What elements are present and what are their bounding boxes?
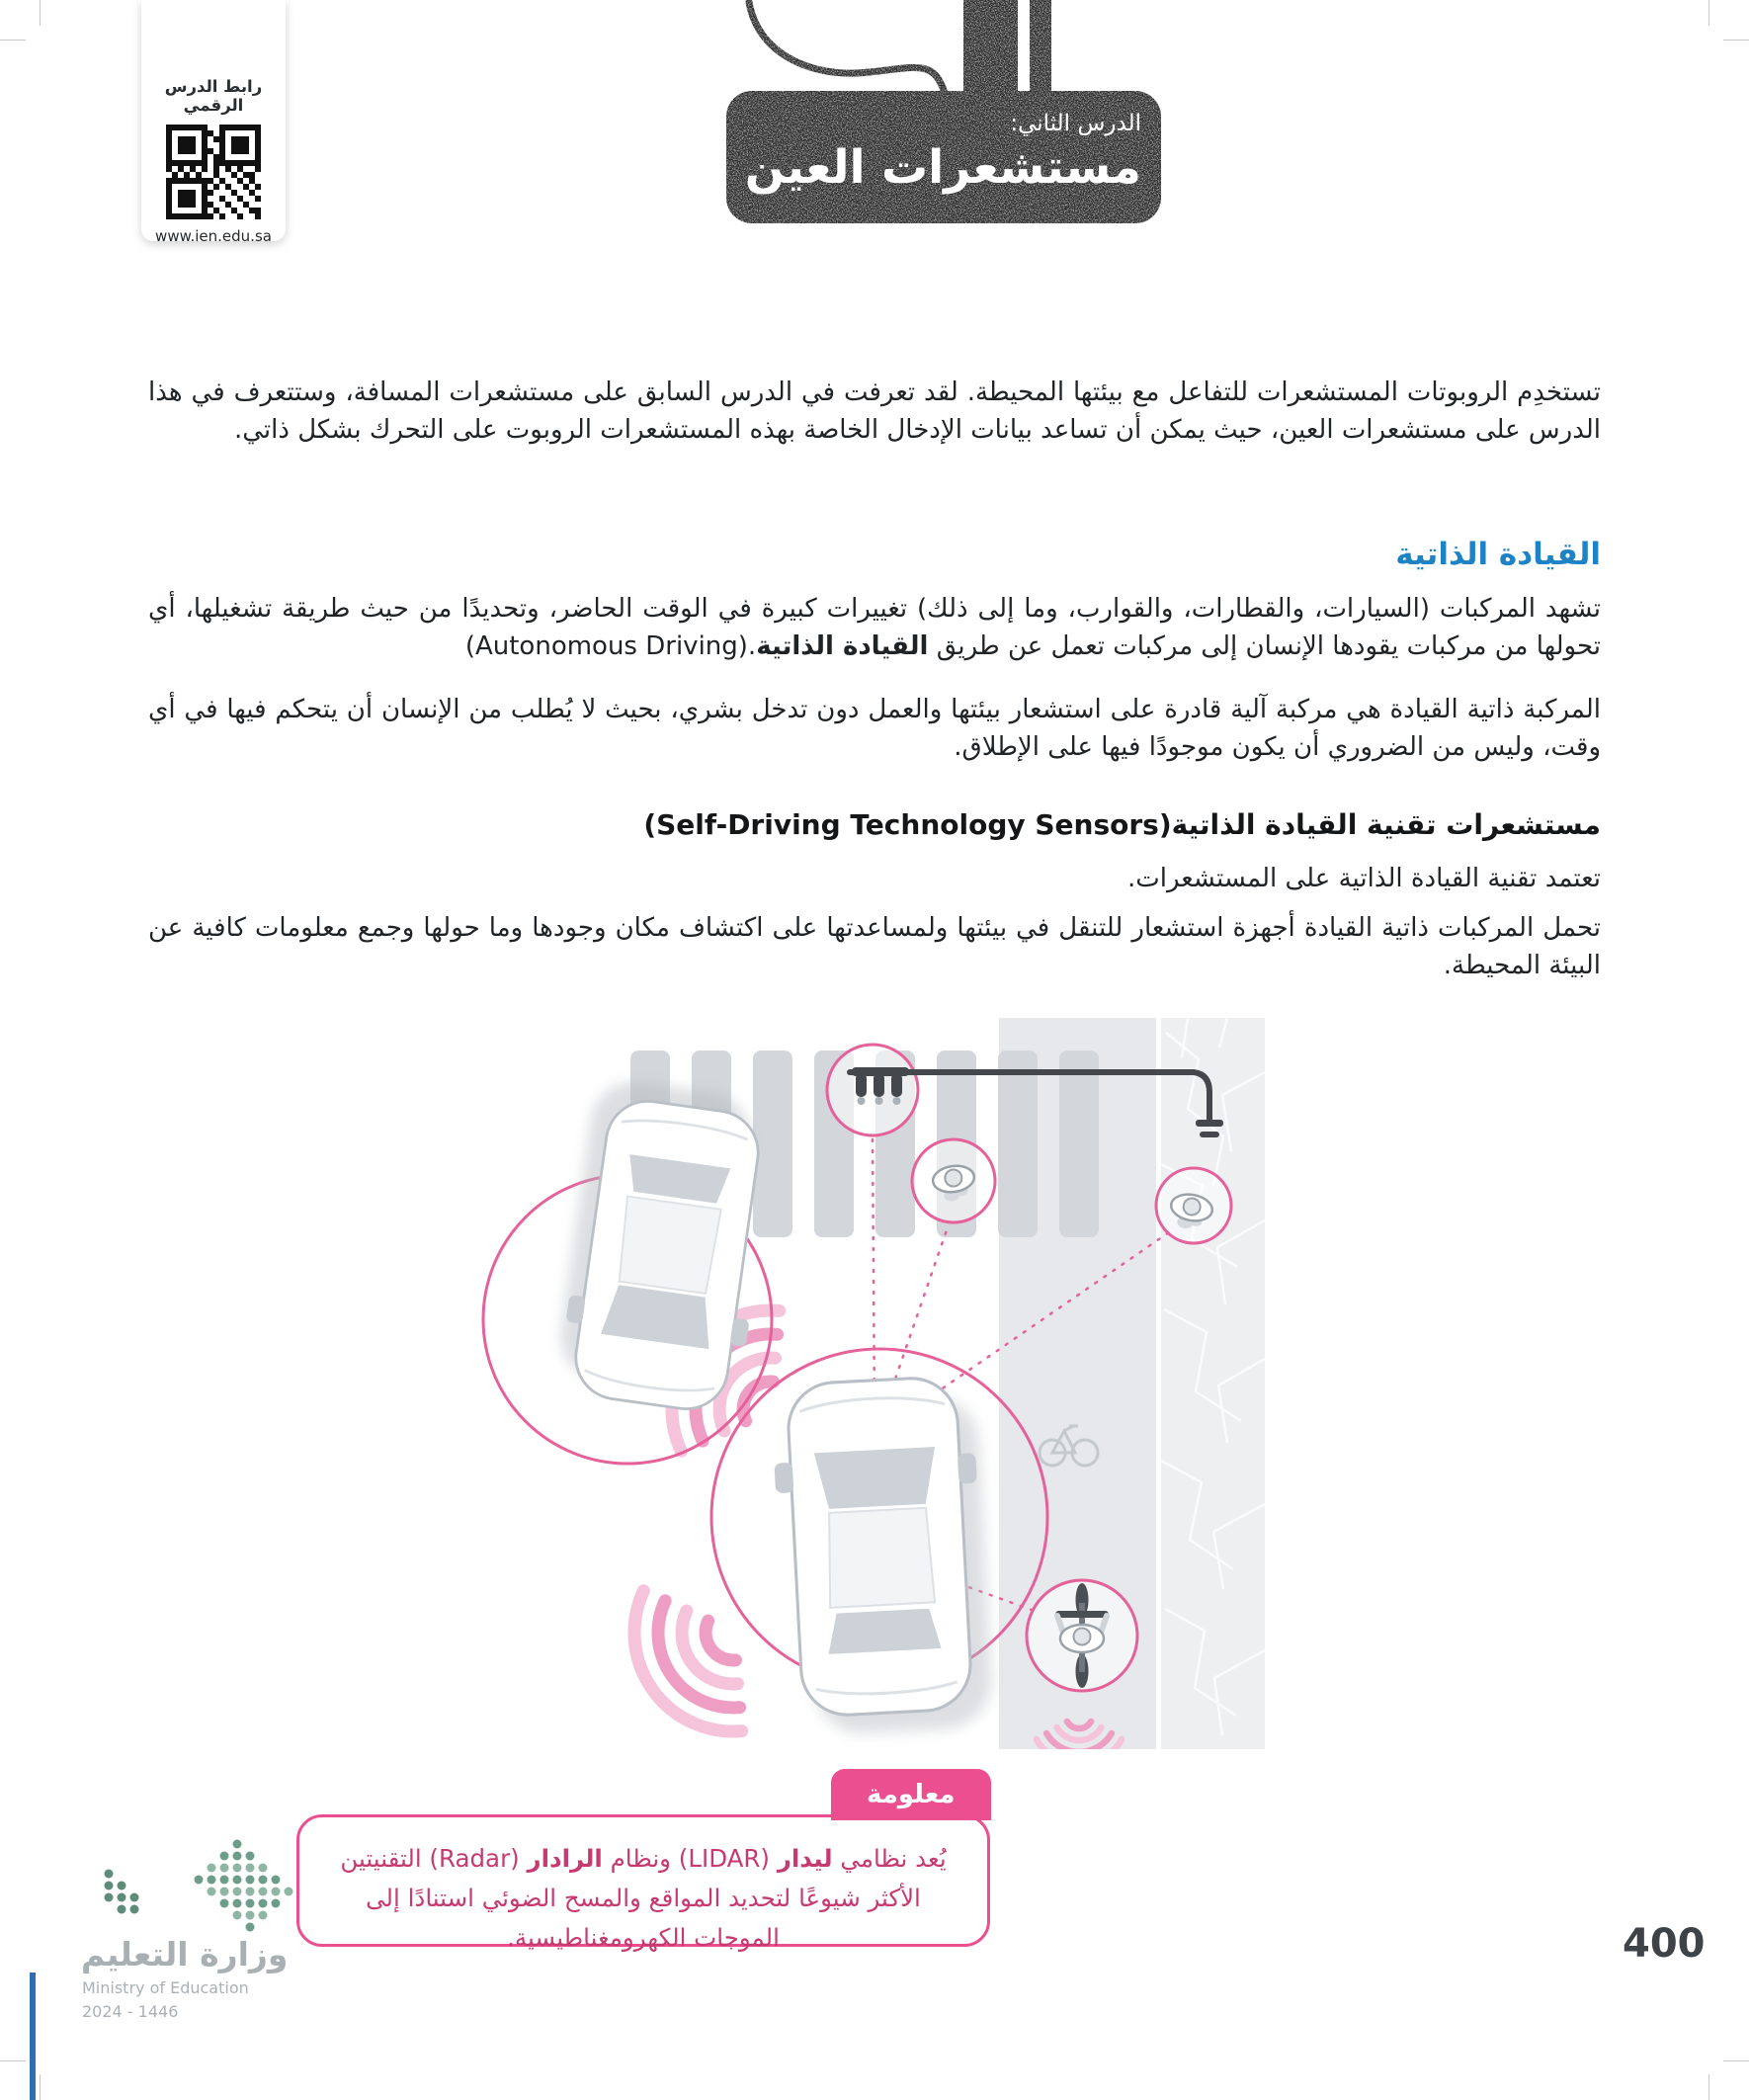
road-cable	[749, 2, 945, 93]
ministry-name-english: Ministry of Education	[82, 1978, 249, 1997]
sensors-heading	[634, 808, 1601, 841]
cyclist	[1027, 1580, 1137, 1691]
intro-paragraph: تستخدِم الروبوتات المستشعرات للتفاعل مع بيئتها المحيطة. لقد تعرفت في الدرس السابق على مستشعرات المسافة، وستتعرف في هذا الدرس على مستشعرات العين، حيث يمكن أن تساعد بيانات الإدخال الخاصة بهذه المستشعرات الروبوت على التحرك بشكل ذاتي.	[148, 378, 1601, 445]
info-tab: معلومة	[831, 1769, 991, 1820]
paragraph-run: تشهد المركبات (السيارات، والقطارات، والقوارب، وما إلى ذلك) تغييرات كبيرة في الوقت الحاضر، وتحديدًا من حيث طريقة تشغيلها، أي تحولها من مركبات يقودها الإنسان إلى مركبات تعمل عن طريق	[148, 594, 1601, 661]
crop-mark	[0, 40, 26, 41]
crop-mark	[1723, 40, 1749, 41]
info-box	[296, 1780, 990, 1952]
sensor-waves-rear	[603, 1570, 771, 1749]
pedestrian-1	[912, 1139, 995, 1222]
ministry-name-arabic: وزارة التعليم	[81, 1935, 289, 1974]
qr-label: رابط الدرس الرقمي	[164, 77, 263, 115]
sensors-paragraph-1: تعتمد تقنية القيادة الذاتية على المستشعرات.	[1126, 864, 1601, 893]
self-driving-illustration	[474, 1018, 1265, 1749]
crop-mark	[1708, 2074, 1709, 2100]
crop-mark	[40, 0, 41, 26]
bold-term: القيادة الذاتية	[756, 631, 929, 661]
heading-arabic: مستشعرات تقنية القيادة الذاتية	[1171, 808, 1601, 841]
qr-code-icon	[166, 125, 261, 219]
latin-term: (Autonomous Driving).	[457, 631, 757, 661]
print-edge-bar	[30, 1973, 36, 2100]
crop-mark	[1723, 2060, 1749, 2061]
info-run: (LIDAR) ونظام	[602, 1844, 778, 1873]
info-run: يُعد نظامي	[832, 1844, 947, 1873]
lesson-kicker: الدرس الثاني:	[1010, 111, 1141, 136]
heading-english: (Self-Driving Technology Sensors)	[633, 808, 1172, 841]
info-text	[299, 1817, 987, 1958]
qr-card	[141, 0, 286, 245]
sensors-paragraph-2: تحمل المركبات ذاتية القيادة أجهزة استشعار للتنقل في بيئتها ولمساعدتها على اكتشاف مكان وجودها وما حولها وجمع معلومات كافية عن البيئة المحيطة.	[148, 913, 1601, 980]
crop-mark	[0, 2060, 26, 2061]
info-run: (Radar) التقنيتين الأكثر شيوعًا لتحديد المواقع والمسح الضوئي استنادًا إلى الموجات الكهرومغناطيسية.	[340, 1844, 921, 1952]
edition-years: 2024 - 1446	[82, 2002, 179, 2021]
ministry-of-education-dots-logo	[79, 1836, 306, 1939]
road-intersection-graphic	[682, 0, 1235, 247]
page-title: مستشعرات العين	[744, 140, 1141, 195]
crop-mark	[40, 2074, 41, 2100]
info-bold-radar: الرادار	[527, 1844, 603, 1873]
autonomous-paragraph-1	[148, 590, 1601, 665]
crop-mark	[1708, 0, 1709, 26]
autonomous-driving-heading: القيادة الذاتية	[1395, 537, 1601, 572]
sensor-circle-traffic-light	[827, 1045, 918, 1135]
autonomous-paragraph-2: المركبة ذاتية القيادة هي مركبة آلية قادرة على استشعار بيئتها والعمل دون تدخل بشري، بحيث لا يُطلب من الإنسان أن يتحكم فيها في أي وقت، وليس من الضروري أن يكون موجودًا فيها على الإطلاق.	[148, 695, 1601, 762]
info-bold-lidar: ليدار	[777, 1844, 833, 1873]
page-number: 400	[1623, 1921, 1706, 1967]
qr-url: www.ien.edu.sa	[155, 227, 272, 245]
self-driving-car	[770, 1375, 993, 1736]
